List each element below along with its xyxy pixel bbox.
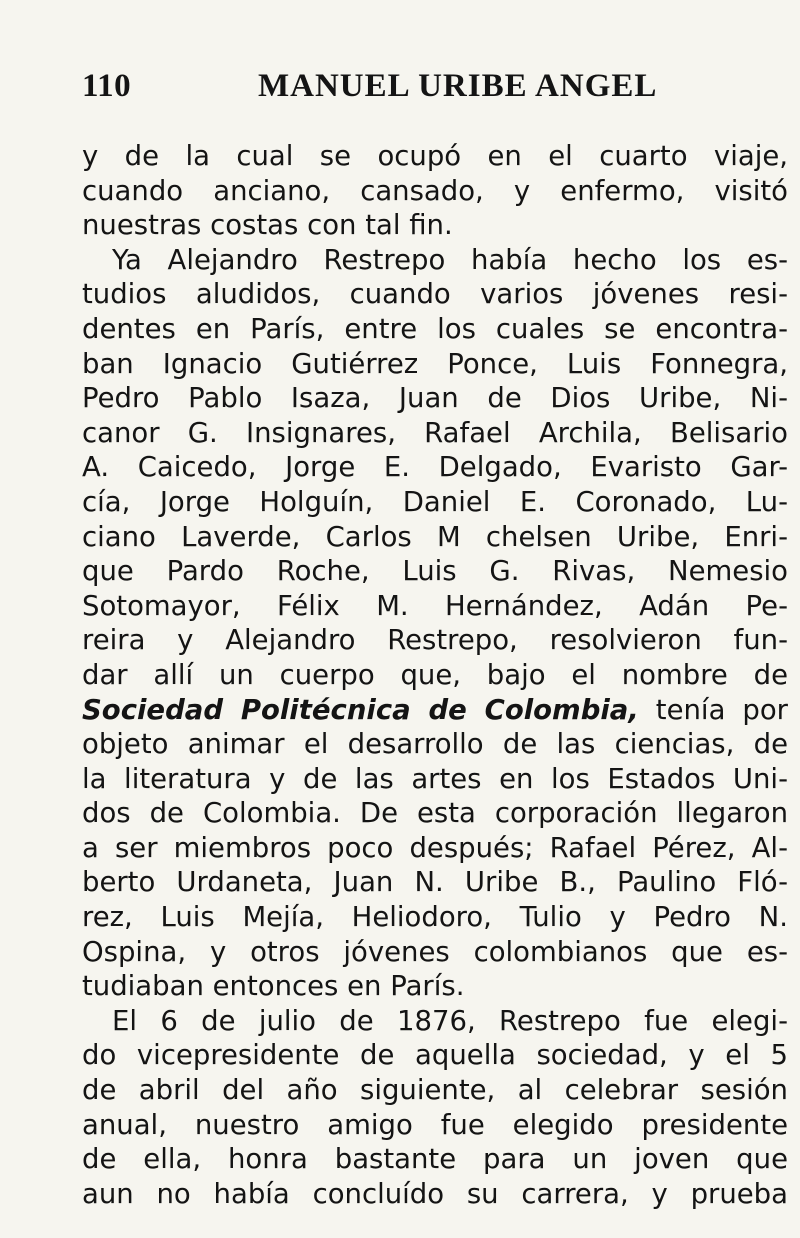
text-line: a ser miembros poco después; Rafael Pérez, Al- <box>82 831 788 864</box>
text-line: ciano Laverde, Carlos M chelsen Uribe, Enri- <box>82 520 788 553</box>
text-line: dar allí un cuerpo que, bajo el nombre de <box>82 658 788 691</box>
text-line: dentes en París, entre los cuales se encontra- <box>82 312 788 345</box>
text-line: rez, Luis Mejía, Heliodoro, Tulio y Pedro N. <box>82 901 788 934</box>
text-line: cía, Jorge Holguín, Daniel E. Coronado, Lu- <box>82 485 788 518</box>
text-line: Sotomayor, Félix M. Hernández, Adán Pe- <box>82 589 788 622</box>
text-line: anual, nuestro amigo fue elegido presidente <box>82 1108 788 1141</box>
text-line: la literatura y de las artes en los Estados Uni- <box>82 762 788 795</box>
text-line: A. Caicedo, Jorge E. Delgado, Evaristo Gar- <box>82 451 788 484</box>
page-header <box>82 68 782 112</box>
text-line: de abril del año siguiente, al celebrar sesión <box>82 1074 788 1107</box>
text-line: reira y Alejandro Restrepo, resolvieron fun- <box>82 624 788 657</box>
text-line: ban Ignacio Gutiérrez Ponce, Luis Fonnegra, <box>82 347 788 380</box>
text-line: nuestras costas con tal fin. <box>82 209 453 242</box>
text-line: berto Urdaneta, Juan N. Uribe B., Paulino Fló- <box>82 866 788 899</box>
text-line-with-italic <box>82 693 788 728</box>
text-line: El 6 de julio de 1876, Restrepo fue elegi- <box>112 1004 788 1037</box>
society-name: Sociedad Politécnica de Colombia, <box>82 693 639 726</box>
text-line: aun no había concluído su carrera, y prueba <box>82 1177 788 1210</box>
text-line: do vicepresidente de aquella sociedad, y el 5 <box>82 1039 788 1072</box>
text-line: canor G. Insignares, Rafael Archila, Belisario <box>82 416 788 449</box>
text-line: cuando anciano, cansado, y enfermo, visitó <box>82 174 788 207</box>
text-line: dos de Colombia. De esta corporación llegaron <box>82 797 788 830</box>
page-number: 110 <box>82 68 132 104</box>
text-line: de ella, honra bastante para un joven que <box>82 1143 788 1176</box>
text-line: objeto animar el desarrollo de las ciencias, de <box>82 728 788 761</box>
text-line: tudios aludidos, cuando varios jóvenes resi- <box>82 278 788 311</box>
text-line: Pedro Pablo Isaza, Juan de Dios Uribe, Ni- <box>82 382 788 415</box>
body-text <box>82 139 788 1211</box>
text-line: y de la cual se ocupó en el cuarto viaje, <box>82 140 788 172</box>
text-fragment: tenía por <box>655 693 788 726</box>
text-line: Ya Alejandro Restrepo había hecho los es- <box>112 243 788 276</box>
text-line: que Pardo Roche, Luis G. Rivas, Nemesio <box>82 555 788 588</box>
text-line: tudiaban entonces en París. <box>82 970 465 1003</box>
text-line: Ospina, y otros jóvenes colombianos que es- <box>82 935 788 968</box>
running-head: MANUEL URIBE ANGEL <box>258 68 658 104</box>
